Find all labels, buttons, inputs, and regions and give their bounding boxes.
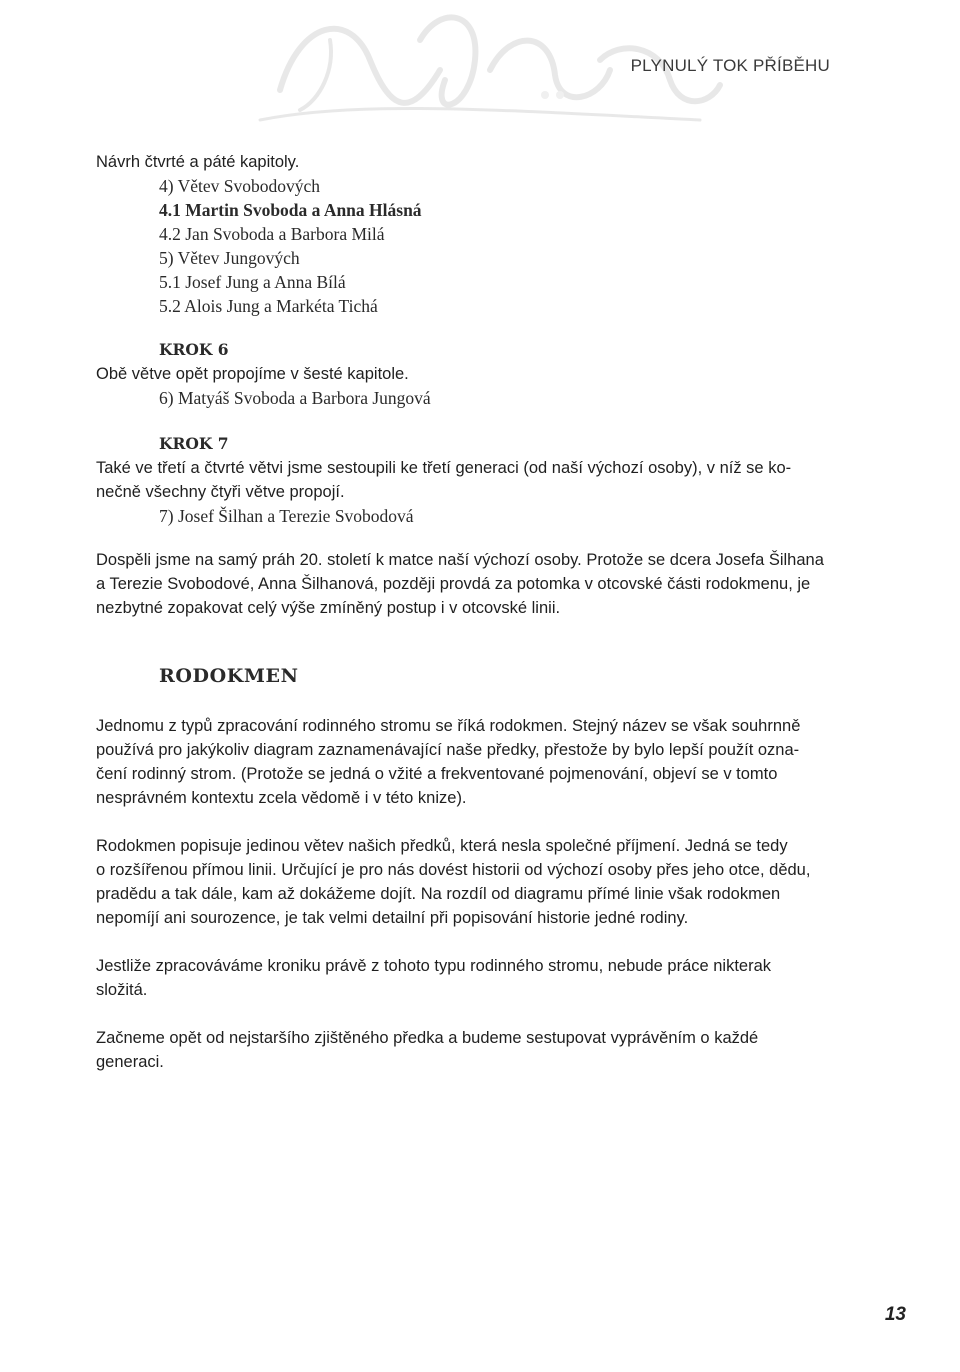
krok-6-heading: KROK 6 <box>159 340 229 359</box>
paragraph-line: složitá. <box>96 981 148 999</box>
krok-7-after-line: nezbytné zopakovat celý výše zmíněný postup i v otcovské linii. <box>96 599 561 617</box>
paragraph-line: pradědu a tak dále, kam až dokážeme dojít. Na rozdíl od diagramu přímé linie však rodokmen <box>96 885 781 903</box>
krok-7-text-line: Také ve třetí a čtvrté větvi jsme sestoupili ke třetí generaci (od naší výchozí osoby), v níž se ko- <box>96 459 792 477</box>
paragraph-line: nesprávném kontextu zcela vědomě i v této knize). <box>96 789 467 807</box>
rodokmen-paragraph-1 <box>96 714 830 810</box>
paragraph-line: o rozšířenou přímou linii. Určující je pro nás dovést historii od výchozí osoby přes jeho otce, dědu, <box>96 861 811 879</box>
page-body <box>96 150 830 1074</box>
chapter-item: 5.2 Alois Jung a Markéta Tichá <box>159 296 378 316</box>
intro-line: Návrh čtvrté a páté kapitoly. <box>96 153 300 171</box>
krok-7-heading: KROK 7 <box>159 434 229 453</box>
krok-6-item: 6) Matyáš Svoboda a Barbora Jungová <box>159 388 431 408</box>
chapter-item: 4.1 Martin Svoboda a Anna Hlásná <box>159 200 422 220</box>
paragraph-line: Jednomu z typů zpracování rodinného stromu se říká rodokmen. Stejný název se však souhrnně <box>96 717 801 735</box>
rodokmen-paragraph-3 <box>96 954 830 1002</box>
running-header: PLYNULÝ TOK PŘÍBĚHU <box>630 56 830 75</box>
page-number: 13 <box>884 1304 906 1325</box>
chapter-list <box>96 174 830 318</box>
rodokmen-paragraph-4 <box>96 1026 830 1074</box>
paragraph-line: Jestliže zpracováváme kroniku právě z tohoto typu rodinného stromu, nebude práce nikterak <box>96 957 772 975</box>
krok-7-text-line: nečně všechny čtyři větve propojí. <box>96 483 345 501</box>
paragraph-line: Začneme opět od nejstaršího zjištěného předka a budeme sestupovat vyprávěním o každé <box>96 1029 759 1047</box>
paragraph-line: generaci. <box>96 1053 164 1071</box>
rodokmen-title: RODOKMEN <box>159 665 299 687</box>
paragraph-line: nepomíjí ani sourozence, je tak velmi detailní při popisování historie jedné rodiny. <box>96 909 689 927</box>
krok-7-after-line: Dospěli jsme na samý práh 20. století k matce naší výchozí osoby. Protože se dcera Josefa Šilhana <box>96 551 824 569</box>
paragraph-line: čení rodinný strom. (Protože se jedná o vžité a frekventované pojmenování, objeví se v tomto <box>96 765 778 783</box>
krok-7-item: 7) Josef Šilhan a Terezie Svobodová <box>159 506 414 526</box>
chapter-item: 5) Větev Jungových <box>159 248 300 268</box>
rodokmen-paragraph-2 <box>96 834 830 930</box>
paragraph-line: Rodokmen popisuje jedinou větev našich předků, která nesla společné příjmení. Jedná se tedy <box>96 837 788 855</box>
chapter-item: 5.1 Josef Jung a Anna Bílá <box>159 272 346 292</box>
chapter-item: 4.2 Jan Svoboda a Barbora Milá <box>159 224 385 244</box>
krok-7-after-line: a Terezie Svobodové, Anna Šilhanová, později provdá za potomka v otcovské části rodokmenu, je <box>96 575 811 593</box>
krok-6-text: Obě větve opět propojíme v šesté kapitole. <box>96 365 409 383</box>
paragraph-line: používá pro jakýkoliv diagram zaznamenávající naše předky, přestože by bylo lepší použít ozna- <box>96 741 800 759</box>
chapter-item: 4) Větev Svobodových <box>159 176 321 196</box>
